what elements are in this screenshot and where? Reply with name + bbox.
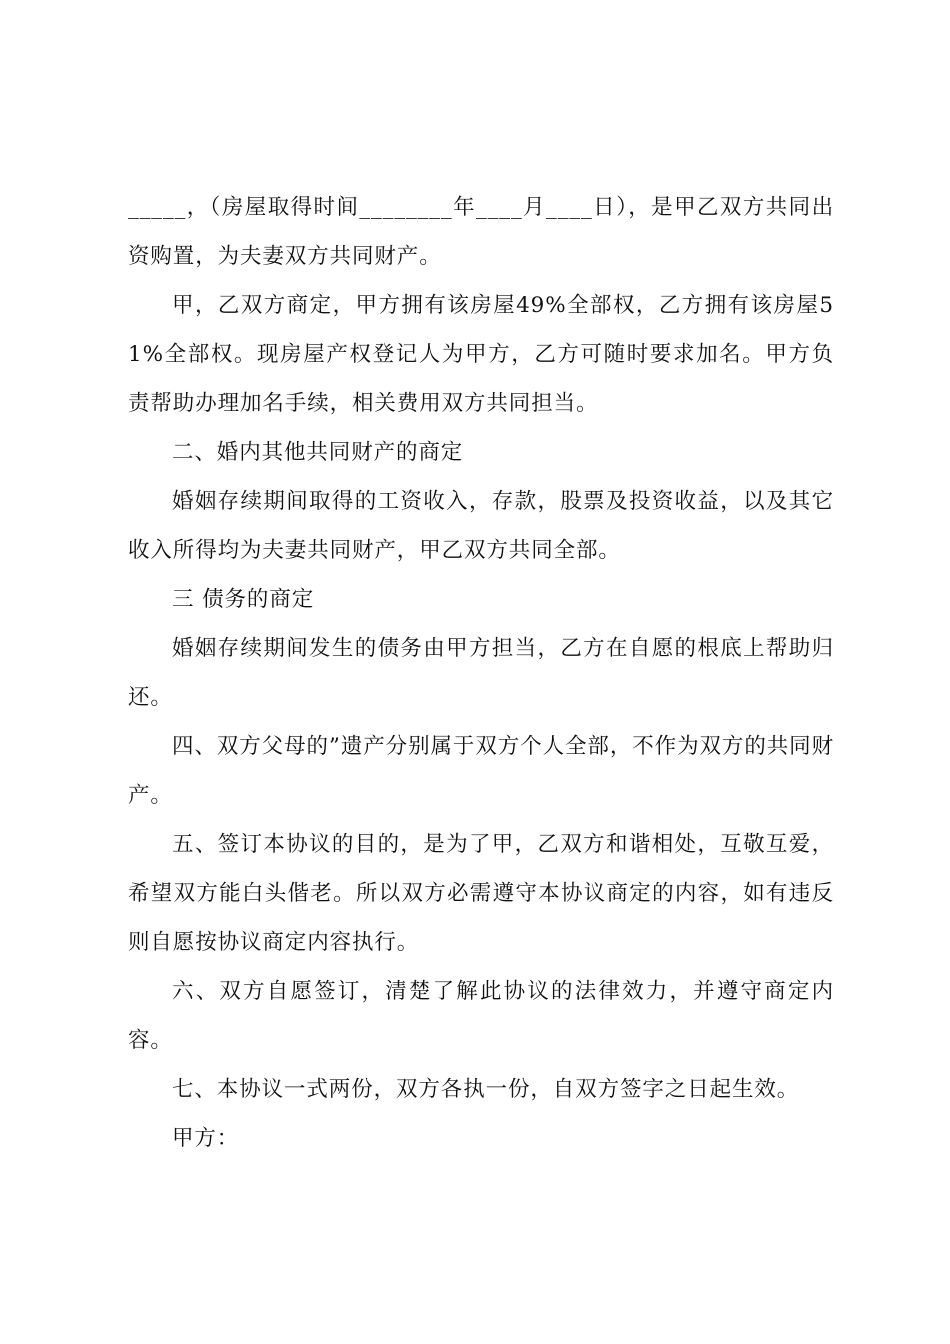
paragraph-marital-income: 婚姻存续期间取得的工资收入，存款，股票及投资收益，以及其它收入所得均为夫妻共同财产，甲乙双方共同全部。 [128, 489, 834, 563]
paragraph-voluntary-signing: 六、双方自愿签订，清楚了解此协议的法律效力，并遵守商定内容。 [128, 979, 834, 1053]
paragraph-debt: 婚姻存续期间发生的债务由甲方担当，乙方在自愿的根底上帮助归还。 [128, 636, 834, 710]
section-heading-debt: 三 债务的商定 [172, 587, 315, 612]
paragraph-property-share: 甲，乙双方商定，甲方拥有该房屋49%全部权，乙方拥有该房屋51%全部权。现房屋产权登记人为甲方，乙方可随时要求加名。甲方负责帮助办理加名手续，相关费用双方共同担当。 [128, 293, 834, 416]
signature-label-party-a: 甲方： [172, 1126, 240, 1151]
paragraph-copies: 七、本协议一式两份，双方各执一份，自双方签字之日起生效。 [172, 1077, 800, 1102]
paragraph-property-acquisition: _____，（房屋取得时间________年____月____日），是甲乙双方共同出资购置，为夫妻双方共同财产。 [128, 195, 834, 269]
section-heading-other-property: 二、婚内其他共同财产的商定 [172, 440, 464, 465]
paragraph-purpose: 五、签订本协议的目的，是为了甲，乙双方和谐相处，互敬互爱，希望双方能白头偕老。所以双方必需遵守本协议商定的内容，如有违反则自愿按协议商定内容执行。 [128, 832, 834, 955]
paragraph-inheritance: 四、双方父母的”遗产分别属于双方个人全部，不作为双方的共同财产。 [128, 734, 834, 808]
